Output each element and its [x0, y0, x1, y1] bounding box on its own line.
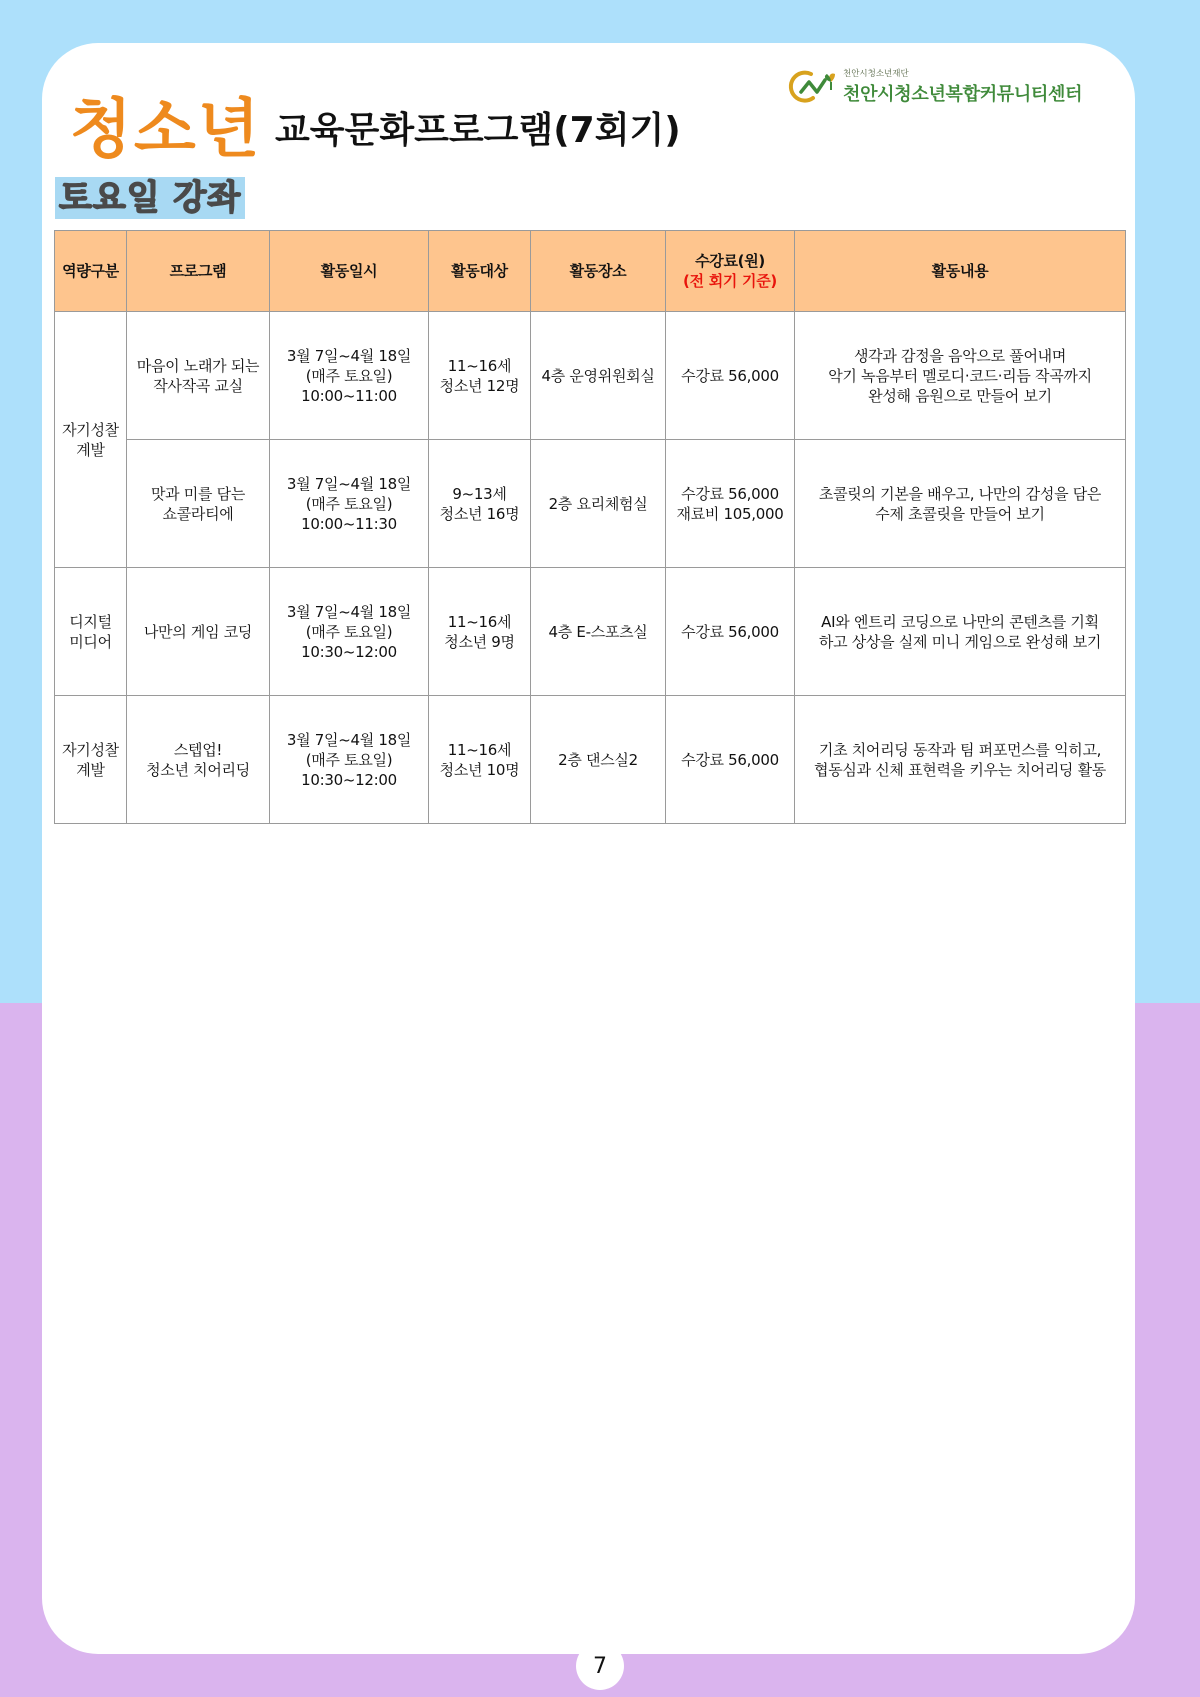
cell-category: 디지털 미디어 — [55, 568, 127, 696]
table-header-row — [55, 231, 1126, 312]
header-schedule: 활동일시 — [270, 231, 429, 312]
cell-program: 스텝업! 청소년 치어리딩 — [127, 696, 270, 824]
title-sub: 교육문화프로그램(7회기) — [275, 110, 681, 151]
header-target: 활동대상 — [429, 231, 531, 312]
table-row — [55, 568, 1126, 696]
header-place: 활동장소 — [531, 231, 666, 312]
cell-target: 9~13세 청소년 16명 — [429, 440, 531, 568]
table-row — [55, 312, 1126, 440]
cell-fee: 수강료 56,000 — [666, 568, 795, 696]
header-fee-note: (전 회기 기준) — [683, 272, 777, 290]
header-program: 프로그램 — [127, 231, 270, 312]
center-logo — [787, 62, 1117, 112]
cell-content: AI와 엔트리 코딩으로 나만의 콘텐츠를 기획 하고 상상을 실제 미니 게임으로 완성해 보기 — [795, 568, 1126, 696]
cell-content: 기초 치어리딩 동작과 팀 퍼포먼스를 익히고, 협동심과 신체 표현력을 키우는 치어리딩 활동 — [795, 696, 1126, 824]
cell-content: 초콜릿의 기본을 배우고, 나만의 감성을 담은 수제 초콜릿을 만들어 보기 — [795, 440, 1126, 568]
header-fee-label: 수강료(원) — [695, 252, 765, 270]
title-main: 청소년 — [70, 93, 262, 167]
cell-place: 4층 운영위원회실 — [531, 312, 666, 440]
cell-program: 맛과 미를 담는 쇼콜라티에 — [127, 440, 270, 568]
cell-schedule: 3월 7일~4월 18일 (매주 토요일) 10:00~11:30 — [270, 440, 429, 568]
cell-fee: 수강료 56,000 — [666, 696, 795, 824]
cell-place: 2층 요리체험실 — [531, 440, 666, 568]
cell-content: 생각과 감정을 음악으로 풀어내며 악기 녹음부터 멜로디·코드·리듬 작곡까지 완성해 음원으로 만들어 보기 — [795, 312, 1126, 440]
cell-category: 자기성찰 계발 — [55, 312, 127, 568]
header-fee — [666, 231, 795, 312]
cell-schedule: 3월 7일~4월 18일 (매주 토요일) 10:30~12:00 — [270, 696, 429, 824]
sprout-logo-icon — [787, 68, 839, 106]
table-row — [55, 696, 1126, 824]
program-table — [54, 230, 1126, 824]
logo-center-name: 천안시청소년복합커뮤니티센터 — [843, 84, 1083, 105]
table-row — [55, 440, 1126, 568]
cell-target: 11~16세 청소년 12명 — [429, 312, 531, 440]
cell-target: 11~16세 청소년 9명 — [429, 568, 531, 696]
cell-fee: 수강료 56,000 재료비 105,000 — [666, 440, 795, 568]
cell-fee: 수강료 56,000 — [666, 312, 795, 440]
header-content: 활동내용 — [795, 231, 1126, 312]
cell-category: 자기성찰 계발 — [55, 696, 127, 824]
page-number-badge — [576, 1642, 624, 1690]
cell-place: 2층 댄스실2 — [531, 696, 666, 824]
cell-program: 나만의 게임 코딩 — [127, 568, 270, 696]
cell-program: 마음이 노래가 되는 작사작곡 교실 — [127, 312, 270, 440]
cell-schedule: 3월 7일~4월 18일 (매주 토요일) 10:30~12:00 — [270, 568, 429, 696]
header-category: 역량구분 — [55, 231, 127, 312]
cell-schedule: 3월 7일~4월 18일 (매주 토요일) 10:00~11:00 — [270, 312, 429, 440]
section-label: 토요일 강좌 — [55, 177, 245, 219]
logo-foundation-text: 천안시청소년재단 — [843, 69, 909, 79]
cell-target: 11~16세 청소년 10명 — [429, 696, 531, 824]
cell-place: 4층 E-스포츠실 — [531, 568, 666, 696]
page-number: 7 — [593, 1653, 607, 1679]
